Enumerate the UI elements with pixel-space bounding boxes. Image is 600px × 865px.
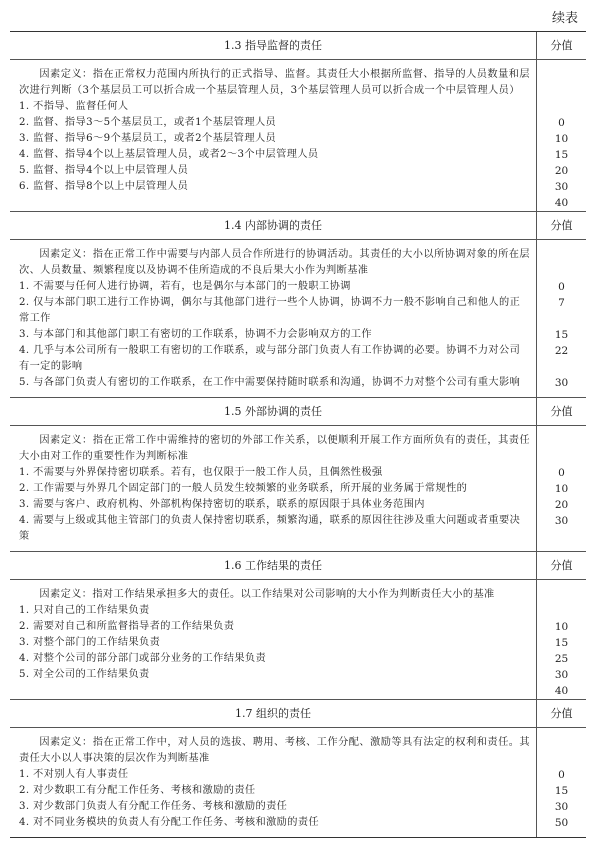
score-value: 10 bbox=[554, 133, 569, 145]
score-value: 30 bbox=[554, 181, 569, 193]
section-title: 1.5 外部协调的责任 bbox=[10, 398, 537, 425]
section-body bbox=[10, 728, 586, 837]
level-item: 2. 对少数职工有分配工作任务、考核和激励的责任 bbox=[19, 785, 256, 796]
score-value: 22 bbox=[554, 345, 569, 357]
score-value: 20 bbox=[554, 499, 569, 511]
level-item: 3. 监督、指导6～9个基层员工，或者2个基层管理人员 bbox=[19, 133, 277, 144]
section-text bbox=[10, 426, 537, 551]
section-title: 1.7 组织的责任 bbox=[10, 700, 537, 727]
score-column bbox=[537, 240, 586, 397]
score-value: 25 bbox=[554, 653, 569, 665]
score-value: 0 bbox=[558, 117, 565, 129]
factor-definition: 因素定义：指在正常工作中需维持的密切的外部工作关系，以便顺利开展工作方面所负有的责任，其责任大小由对工作的重要性作为判断标准 bbox=[19, 435, 530, 462]
section-title: 1.3 指导监督的责任 bbox=[10, 32, 537, 59]
score-column bbox=[537, 728, 586, 837]
section-header bbox=[10, 32, 586, 60]
level-item: 2. 监督、指导3～5个基层员工，或者1个基层管理人员 bbox=[19, 117, 277, 128]
section-body bbox=[10, 60, 586, 212]
score-header: 分值 bbox=[550, 559, 573, 572]
level-item: 3. 需要与客户、政府机构、外部机构保持密切的联系，联系的原因限于具体业务范围内 bbox=[19, 499, 425, 510]
level-item: 1. 不需要与任何人进行协调，若有，也是偶尔与本部门的一般职工协调 bbox=[19, 281, 351, 292]
score-column bbox=[537, 60, 586, 211]
section-header bbox=[10, 212, 586, 240]
level-item: 2. 需要对自己和所监督指导者的工作结果负责 bbox=[19, 621, 235, 632]
level-item: 4. 监督、指导4个以上基层管理人员，或者2～3个中层管理人员 bbox=[19, 149, 319, 160]
level-item: 1. 只对自己的工作结果负责 bbox=[19, 605, 150, 616]
score-header: 分值 bbox=[550, 707, 573, 720]
section-body bbox=[10, 426, 586, 552]
level-item: 5. 监督、指导4个以上中层管理人员 bbox=[19, 165, 189, 176]
score-column bbox=[537, 580, 586, 699]
score-header: 分值 bbox=[550, 219, 573, 232]
section-header bbox=[10, 398, 586, 426]
section-text bbox=[10, 728, 537, 837]
score-value: 30 bbox=[554, 801, 569, 813]
factor-table bbox=[10, 31, 586, 838]
score-value: 0 bbox=[558, 769, 565, 781]
score-value: 30 bbox=[554, 377, 569, 389]
level-item: 2. 工作需要与外界几个固定部门的一般人员发生较频繁的业务联系，所开展的业务属于常规性的 bbox=[19, 483, 468, 494]
score-column bbox=[537, 426, 586, 551]
score-value: 20 bbox=[554, 165, 569, 177]
continued-label: 续表 bbox=[551, 11, 578, 26]
section-text bbox=[10, 580, 537, 699]
level-item: 1. 不对别人有人事责任 bbox=[19, 769, 129, 780]
level-item: 3. 与本部门和其他部门职工有密切的工作联系，协调不力会影响双方的工作 bbox=[19, 329, 372, 340]
score-value: 10 bbox=[554, 483, 569, 495]
level-item: 5. 对全公司的工作结果负责 bbox=[19, 669, 150, 680]
score-value: 15 bbox=[554, 637, 569, 649]
factor-definition: 因素定义：指在正常工作中需要与内部人员合作所进行的协调活动。其责任的大小以所协调对象的所在层次、人员数量、频繁程度以及协调不佳所造成的不良后果大小作为判断基准 bbox=[19, 249, 530, 276]
score-value: 15 bbox=[554, 329, 569, 341]
score-value: 30 bbox=[554, 669, 569, 681]
section-title: 1.6 工作结果的责任 bbox=[10, 552, 537, 579]
score-value: 50 bbox=[554, 817, 569, 829]
score-value: 10 bbox=[554, 621, 569, 633]
score-value: 40 bbox=[554, 685, 569, 697]
section-text bbox=[10, 240, 537, 397]
score-value: 15 bbox=[554, 785, 569, 797]
level-item: 4. 对不同业务模块的负责人有分配工作任务、考核和激励的责任 bbox=[19, 817, 320, 828]
level-item: 6. 监督、指导8个以上中层管理人员 bbox=[19, 181, 189, 192]
section-body bbox=[10, 240, 586, 398]
section-header bbox=[10, 552, 586, 580]
score-value: 0 bbox=[558, 467, 565, 479]
factor-definition: 因素定义：指在正常权力范围内所执行的正式指导、监督。其责任大小根据所监督、指导的人员数量和层次进行判断（3个基层员工可以折合成一个基层管理人员，3个基层管理人员可以折合成一个中层管理人员） bbox=[19, 69, 530, 96]
score-value: 40 bbox=[554, 197, 569, 209]
level-item: 4. 需要与上级或其他主管部门的负责人保持密切联系，频繁沟通，联系的原因往往涉及重大问题或者重要决策 bbox=[19, 515, 521, 542]
section-header bbox=[10, 700, 586, 728]
level-item: 2. 仅与本部门职工进行工作协调，偶尔与其他部门进行一些个人协调，协调不力一般不影响自己和他人的正常工作 bbox=[19, 297, 521, 324]
score-header: 分值 bbox=[550, 39, 573, 52]
factor-definition: 因素定义：指对工作结果承担多大的责任。以工作结果对公司影响的大小作为判断责任大小的基准 bbox=[39, 589, 495, 600]
section-title: 1.4 内部协调的责任 bbox=[10, 212, 537, 239]
score-value: 7 bbox=[558, 297, 565, 309]
score-value: 15 bbox=[554, 149, 569, 161]
section-body bbox=[10, 580, 586, 700]
level-item: 5. 与各部门负责人有密切的工作联系，在工作中需要保持随时联系和沟通，协调不力对整个公司有重大影响 bbox=[19, 377, 521, 388]
level-item: 1. 不需要与外界保持密切联系。若有，也仅限于一般工作人员，且偶然性极强 bbox=[19, 467, 383, 478]
level-item: 4. 几乎与本公司所有一般职工有密切的工作联系，或与部分部门负责人有工作协调的必要。协调不力对公司有一定的影响 bbox=[19, 345, 521, 372]
score-value: 30 bbox=[554, 515, 569, 527]
section-text bbox=[10, 60, 537, 211]
level-item: 3. 对少数部门负责人有分配工作任务、考核和激励的责任 bbox=[19, 801, 288, 812]
level-item: 3. 对整个部门的工作结果负责 bbox=[19, 637, 161, 648]
score-header: 分值 bbox=[550, 405, 573, 418]
level-item: 4. 对整个公司的部分部门或部分业务的工作结果负责 bbox=[19, 653, 267, 664]
factor-definition: 因素定义：指在正常工作中，对人员的选拔、聘用、考核、工作分配、激励等具有法定的权利和责任。其责任大小以人事决策的层次作为判断基准 bbox=[19, 737, 530, 764]
level-item: 1. 不指导、监督任何人 bbox=[19, 101, 129, 112]
score-value: 0 bbox=[558, 281, 565, 293]
